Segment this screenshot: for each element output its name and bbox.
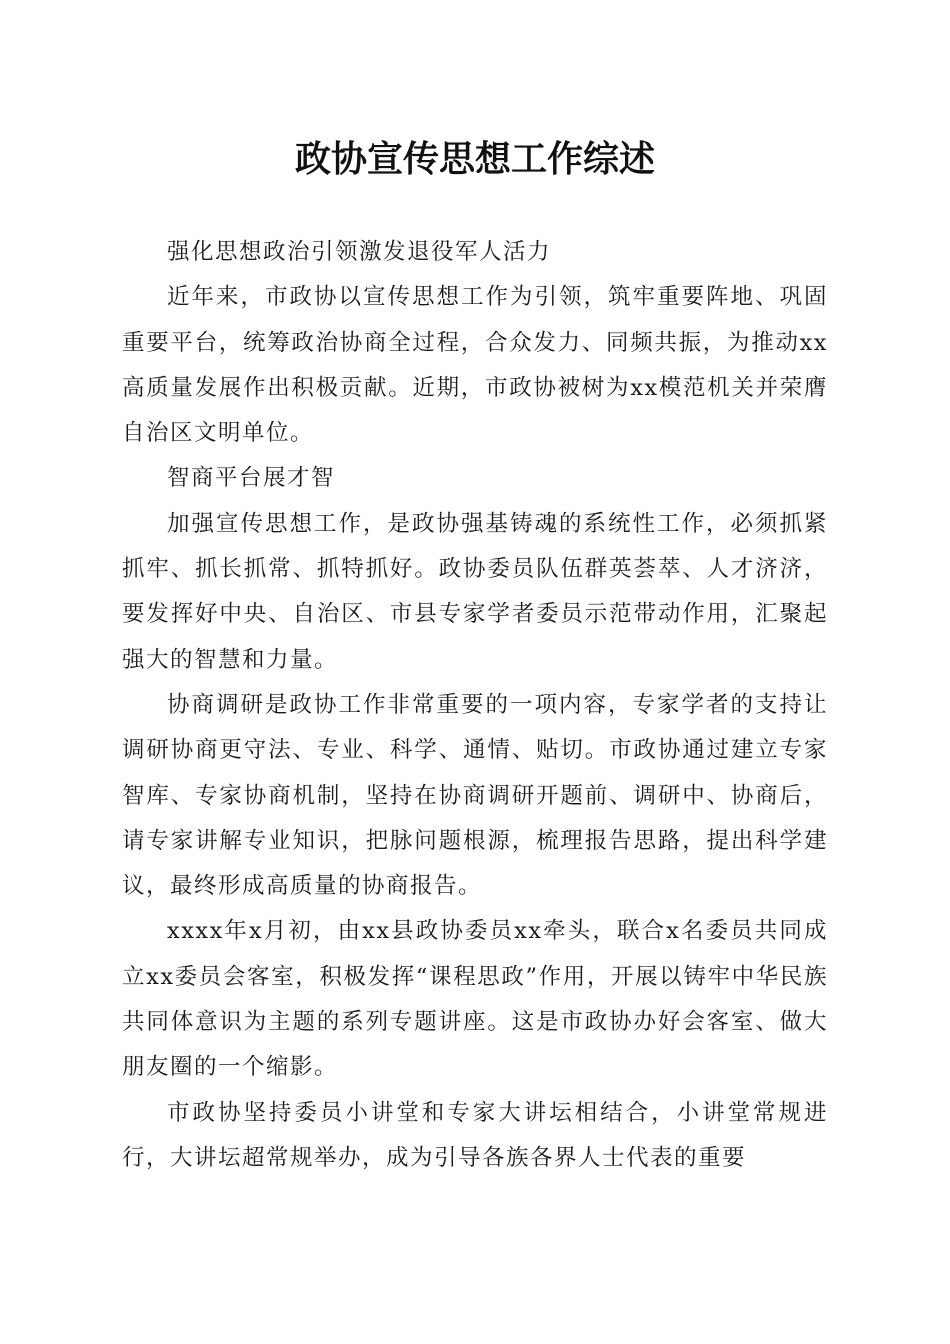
paragraph: 加强宣传思想工作，是政协强基铸魂的系统性工作，必须抓紧抓牢、抓长抓常、抓特抓好。政协委员队伍群英荟萃、人才济济，要发挥好中央、自治区、市县专家学者委员示范带动作用，汇聚起强大的智慧和力量。: [122, 510, 828, 673]
document-body: [122, 230, 828, 1181]
paragraph: xxxx年x月初，由xx县政协委员xx牵头，联合x名委员共同成立xx委员会客室，积极发挥“课程思政”作用，开展以铸牢中华民族共同体意识为主题的系列专题讲座。这是市政协办好会客室、做大朋友圈的一个缩影。: [122, 918, 828, 1081]
paragraph: 市政协坚持委员小讲堂和专家大讲坛相结合，小讲堂常规进行，大讲坛超常规举办，成为引导各族各界人士代表的重要: [122, 1099, 828, 1171]
paragraph: 协商调研是政协工作非常重要的一项内容，专家学者的支持让调研协商更守法、专业、科学、通情、贴切。市政协通过建立专家智库、专家协商机制，坚持在协商调研开题前、调研中、协商后，请专家讲解专业知识，把脉问题根源，梳理报告思路，提出科学建议，最终形成高质量的协商报告。: [122, 691, 828, 900]
section-heading: 智商平台展才智: [167, 465, 336, 492]
document-title: 政协宣传思想工作综述: [294, 138, 655, 180]
paragraph: 近年来，市政协以宣传思想工作为引领，筑牢重要阵地、巩固重要平台，统筹政治协商全过程，合众发力、同频共振，为推动xx高质量发展作出积极贡献。近期，市政协被树为xx模范机关并荣膺自治区文明单位。: [122, 284, 828, 447]
section-heading: 强化思想政治引领激发退役军人活力: [167, 239, 552, 265]
